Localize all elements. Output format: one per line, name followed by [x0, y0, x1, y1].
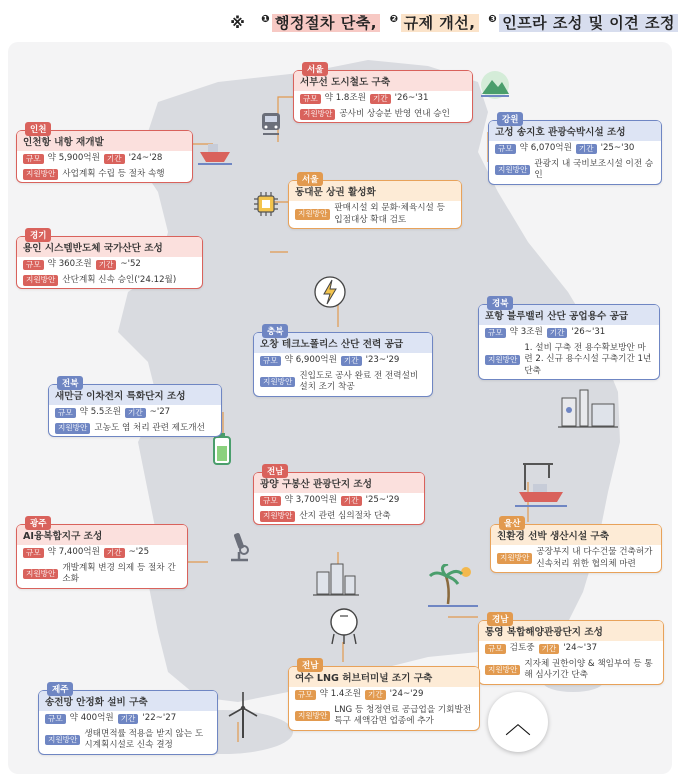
support-tag: 지원방안 — [260, 377, 295, 387]
card-seoul-dongdaemun — [288, 175, 462, 229]
support-value: 개발계획 변경 의제 등 절차 간소화 — [62, 562, 176, 585]
support-tag: 지원방안 — [300, 109, 335, 119]
lightning-icon — [313, 274, 347, 310]
card-title: 서부선 도시철도 구축 — [294, 71, 472, 91]
period-tag: 기간 — [547, 328, 568, 338]
period-value: ~'25 — [128, 547, 150, 557]
support-value: 생태면적률 적용을 받지 않는 도시계획시설로 신속 결정 — [84, 728, 204, 751]
period-value: '22~'27 — [142, 713, 177, 723]
support-value: LNG 등 청정연료 공급업을 기회발전특구 세액감면 업종에 추가 — [334, 704, 472, 727]
legend-item-2: 규제 개선, — [401, 14, 479, 32]
microscope-icon — [226, 530, 252, 564]
card-title: 통영 복합해양관광단지 조성 — [479, 621, 663, 641]
scale-value: 약 400억원 — [69, 713, 114, 723]
support-tag: 지원방안 — [23, 169, 58, 179]
support-value: 산지 관련 심의절차 단축 — [299, 510, 391, 521]
scale-tag: 규모 — [55, 408, 76, 418]
card-title: 광양 구봉산 관광단지 조성 — [254, 473, 424, 493]
period-value: '25~'30 — [600, 143, 635, 153]
region-label: 서울 — [297, 172, 323, 186]
region-label: 광주 — [25, 516, 51, 530]
scale-value: 검토중 — [509, 643, 535, 653]
period-value: '23~'29 — [365, 355, 400, 365]
card-title: 포항 블루밸리 산단 공업용수 공급 — [479, 305, 659, 325]
region-label: 전남 — [262, 464, 288, 478]
card-gyeonggi-yongin — [16, 231, 203, 289]
wind-turbine-icon — [223, 690, 263, 740]
scale-tag: 규모 — [295, 690, 316, 700]
card-seoul-seobu-line — [293, 65, 473, 123]
chevron-up-icon: ︿ — [504, 709, 531, 740]
support-value: 사업계획 수립 등 절차 속행 — [62, 168, 165, 179]
card-title: 오창 테크노폴리스 산단 전력 공급 — [254, 333, 432, 353]
support-tag: 지원방안 — [485, 355, 520, 365]
region-label: 전남 — [297, 658, 323, 672]
map-panel — [8, 42, 672, 774]
card-title: 인천항 내항 재개발 — [17, 131, 192, 151]
period-tag: 기간 — [576, 144, 597, 154]
region-label: 전북 — [57, 376, 83, 390]
support-value: 지자체 권한이양 & 책임부여 등 통해 심사기간 단축 — [524, 658, 653, 681]
region-label: 경북 — [487, 296, 513, 310]
card-jeonbuk-saemangeum — [48, 379, 222, 437]
support-value: 고농도 염 처리 관련 제도개선 — [94, 422, 205, 433]
mountain-icon — [478, 70, 512, 100]
train-icon — [258, 110, 284, 136]
scale-value: 약 1.8조원 — [324, 93, 366, 103]
support-value: 공사비 상승분 반영 연내 승인 — [339, 108, 450, 119]
scale-tag: 규모 — [260, 356, 281, 366]
legend-item-1: 행정절차 단축, — [272, 14, 380, 32]
scroll-to-top-button[interactable] — [488, 692, 548, 752]
region-label: 충북 — [262, 324, 288, 338]
support-tag: 지원방안 — [23, 275, 58, 285]
legend — [230, 12, 678, 33]
card-title: 고성 송지호 관광숙박시설 조성 — [489, 121, 661, 141]
legend-num-1: ❶ — [261, 14, 271, 25]
battery-icon — [211, 432, 233, 466]
support-tag: 지원방안 — [295, 711, 330, 721]
support-tag: 지원방안 — [495, 165, 530, 175]
period-value: '24~'29 — [389, 689, 424, 699]
support-tag: 지원방안 — [55, 423, 90, 433]
period-value: ~'27 — [149, 407, 171, 417]
scale-tag: 규모 — [260, 496, 281, 506]
card-gwangju-ai — [16, 519, 188, 589]
card-ulsan-ship — [490, 519, 662, 573]
scale-tag: 규모 — [23, 548, 44, 558]
support-tag: 지원방안 — [45, 735, 80, 745]
region-label: 인천 — [25, 122, 51, 136]
scale-tag: 규모 — [45, 714, 66, 724]
card-title: 용인 시스템반도체 국가산단 조성 — [17, 237, 202, 257]
card-title: AI융복합지구 조성 — [17, 525, 187, 545]
region-label: 강원 — [497, 112, 523, 126]
period-value: '24~'28 — [128, 153, 163, 163]
legend-num-2: ❷ — [389, 14, 399, 25]
card-gyeongbuk-pohang — [478, 299, 660, 380]
card-gangwon-goseong — [488, 115, 662, 185]
period-value: '26~'31 — [394, 93, 429, 103]
period-tag: 기간 — [118, 714, 139, 724]
buildings-icon — [313, 562, 359, 596]
card-jeonnam-yeosu-lng — [288, 661, 480, 731]
scale-value: 약 1.4조원 — [319, 689, 361, 699]
scale-tag: 규모 — [23, 260, 44, 270]
support-value: 진입도로 공사 완료 전 전력설비 설치 조기 착공 — [299, 370, 419, 393]
support-value: 판매시설 외 문화·체육시설 등 입점대상 확대 검토 — [334, 203, 445, 225]
support-tag: 지원방안 — [260, 511, 295, 521]
card-title: 새만금 이차전지 특화단지 조성 — [49, 385, 221, 405]
period-tag: 기간 — [539, 644, 560, 654]
scale-tag: 규모 — [485, 644, 506, 654]
card-jeonnam-gwangyang — [253, 467, 425, 525]
support-tag: 지원방안 — [295, 209, 330, 219]
card-incheon-port — [16, 125, 193, 183]
period-tag: 기간 — [96, 260, 117, 270]
period-value: '25~'29 — [365, 495, 400, 505]
scale-tag: 규모 — [23, 154, 44, 164]
support-tag: 지원방안 — [485, 665, 520, 675]
period-tag: 기간 — [125, 408, 146, 418]
legend-num-3: ❸ — [488, 14, 498, 25]
card-title: 여수 LNG 허브터미널 조기 구축 — [289, 667, 479, 687]
support-value: 관광지 내 국비보조시설 이전 승인 — [534, 158, 654, 181]
period-value: '26~'31 — [571, 327, 606, 337]
card-chungbuk-ochang — [253, 327, 433, 397]
support-value: 1. 설비 구축 전 용수확보방안 마련 2. 신규 용수시설 구축기간 1년 단축 — [524, 342, 652, 376]
period-value: '24~'37 — [563, 643, 598, 653]
scale-value: 약 5.5조원 — [79, 407, 121, 417]
region-label: 경남 — [487, 612, 513, 626]
period-tag: 기간 — [370, 94, 391, 104]
card-jeju-grid — [38, 685, 218, 755]
support-tag: 지원방안 — [497, 553, 532, 563]
period-tag: 기간 — [341, 496, 362, 506]
lng-tank-icon — [326, 604, 362, 648]
card-title: 동대문 상권 활성화 — [289, 181, 461, 201]
scale-value: 약 6,070억원 — [519, 143, 572, 153]
scale-value: 약 7,400억원 — [47, 547, 100, 557]
period-tag: 기간 — [104, 548, 125, 558]
scale-value: 약 3,700억원 — [284, 495, 337, 505]
scale-value: 약 360조원 — [47, 259, 92, 269]
period-tag: 기간 — [365, 690, 386, 700]
scale-value: 약 6,900억원 — [284, 355, 337, 365]
period-tag: 기간 — [104, 154, 125, 164]
region-label: 제주 — [47, 682, 73, 696]
period-value: ~'52 — [120, 259, 141, 269]
region-label: 경기 — [25, 228, 51, 242]
crane-ship-icon — [513, 460, 569, 510]
legend-mark: ※ — [230, 14, 246, 32]
scale-tag: 규모 — [300, 94, 321, 104]
region-label: 울산 — [499, 516, 525, 530]
scale-value: 약 5,900억원 — [47, 153, 100, 163]
region-label: 서울 — [302, 62, 328, 76]
scale-tag: 규모 — [485, 328, 506, 338]
scale-tag: 규모 — [495, 144, 516, 154]
card-gyeongnam-tongyeong — [478, 615, 664, 685]
support-tag: 지원방안 — [23, 569, 58, 579]
period-tag: 기간 — [341, 356, 362, 366]
scale-value: 약 3조원 — [509, 327, 543, 337]
ship-icon — [198, 140, 232, 166]
card-title: 친환경 선박 생산시설 구축 — [491, 525, 661, 545]
support-value: 공장부지 내 다수건물 건축허가 신속처리 위한 협의체 마련 — [536, 547, 653, 569]
palm-tree-icon — [428, 564, 478, 608]
factory-icon — [558, 380, 618, 430]
legend-item-3: 인프라 조성 및 이견 조정 — [499, 14, 678, 32]
support-value: 산단계획 신속 승인('24.12월) — [62, 274, 177, 285]
chip-icon — [252, 190, 280, 218]
card-title: 송전망 안정화 설비 구축 — [39, 691, 217, 711]
